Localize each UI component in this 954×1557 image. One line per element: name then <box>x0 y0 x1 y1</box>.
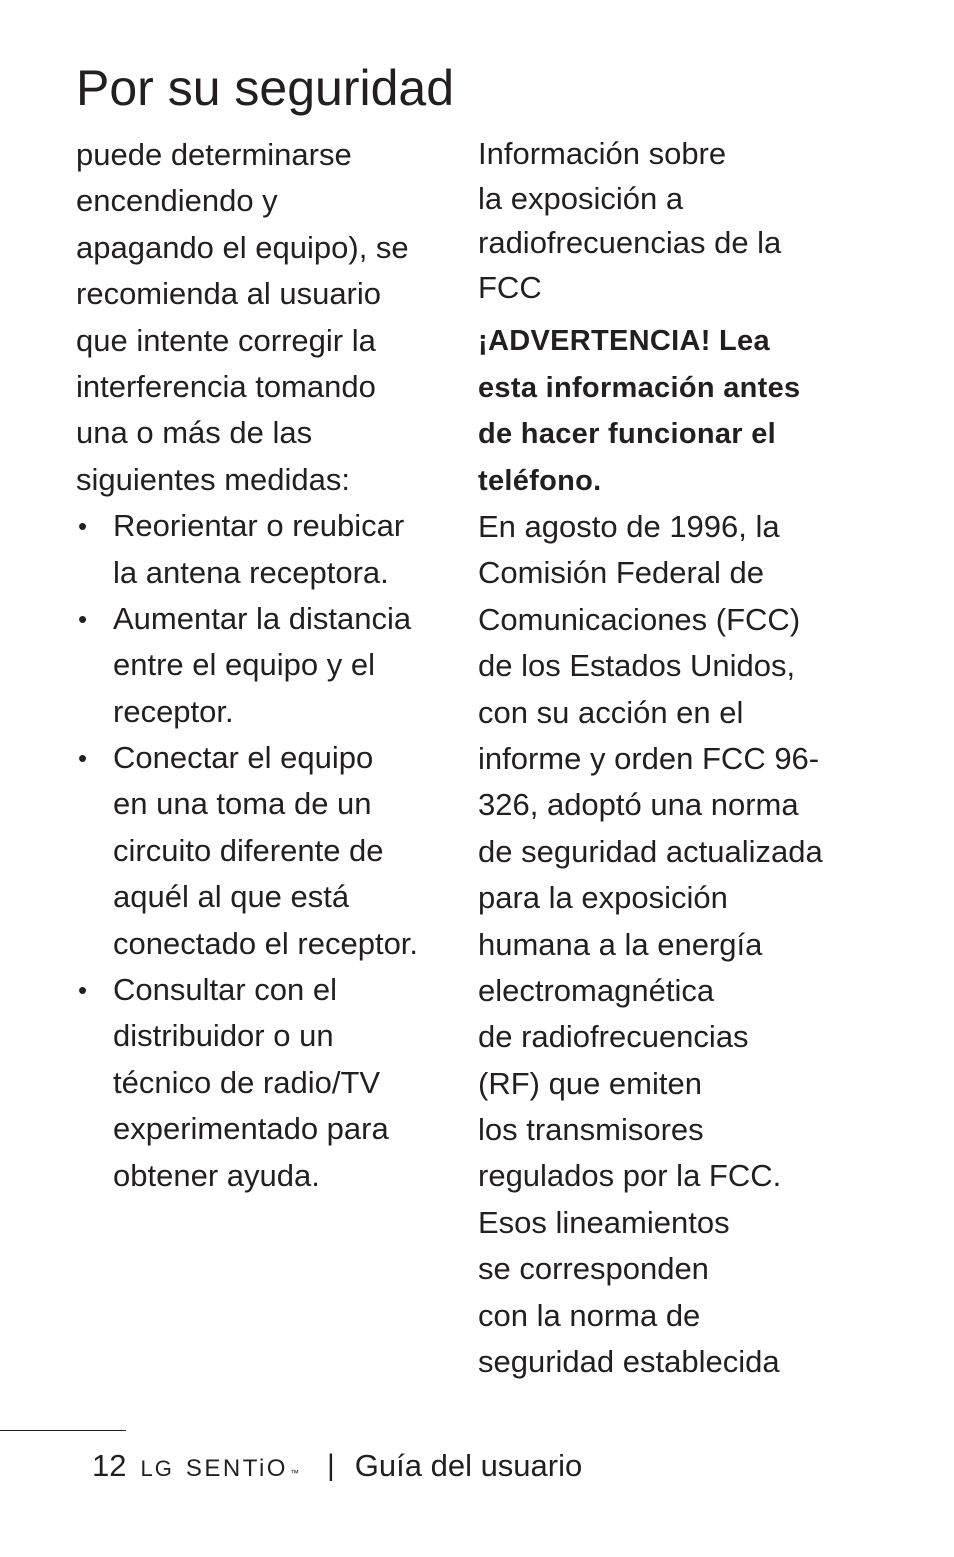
text-line: receptor. <box>113 693 234 729</box>
page-title: Por su seguridad <box>76 60 455 116</box>
text-line: de seguridad actualizada <box>478 833 823 869</box>
text-line: entre el equipo y el <box>113 647 375 683</box>
text-line: técnico de radio/TV <box>113 1064 381 1100</box>
body-paragraph <box>478 504 878 1385</box>
heading-line: la exposición a <box>478 180 684 216</box>
text-line: experimentado para <box>113 1111 389 1147</box>
text-line: los transmisores <box>478 1112 704 1148</box>
text-line: recomienda al usuario <box>76 276 382 312</box>
footer-rule <box>0 1430 126 1431</box>
list-item <box>76 735 456 967</box>
list-item <box>76 596 456 735</box>
page-number: 12 <box>92 1448 127 1483</box>
text-line: en una toma de un <box>113 786 372 822</box>
brand-lg: LG <box>140 1456 174 1481</box>
warning-line: ¡ADVERTENCIA! Lea <box>478 325 770 357</box>
list-item <box>76 503 456 596</box>
text-line: Aumentar la distancia <box>113 600 412 636</box>
text-line: para la exposición <box>478 880 728 916</box>
text-line: conectado el receptor. <box>113 925 419 961</box>
text-line: con su acción en el <box>478 694 744 730</box>
bullet-icon: • <box>78 975 88 1006</box>
text-line: (RF) que emiten <box>478 1065 702 1101</box>
text-line: seguridad establecida <box>478 1344 780 1380</box>
list-item <box>76 967 456 1199</box>
text-line: de los Estados Unidos, <box>478 648 796 684</box>
guide-label: Guía del usuario <box>354 1448 583 1483</box>
page-footer <box>92 1444 582 1488</box>
footer-separator: | <box>326 1449 335 1482</box>
text-line: En agosto de 1996, la <box>478 509 780 544</box>
text-line: siguientes medidas: <box>76 461 350 497</box>
bullet-icon: • <box>78 511 88 542</box>
text-line: puede determinarse <box>76 137 352 172</box>
text-line: se corresponden <box>478 1251 709 1287</box>
trademark-symbol: ™ <box>289 1468 299 1478</box>
text-line: Consultar con el <box>113 972 338 1008</box>
text-line: 326, adoptó una norma <box>478 787 799 823</box>
brand-logo <box>140 1455 298 1483</box>
text-line: Comunicaciones (FCC) <box>478 601 801 637</box>
text-line: circuito diferente de <box>113 832 384 868</box>
text-line: Reorientar o reubicar <box>113 508 405 544</box>
text-line: aquél al que está <box>113 879 350 915</box>
warning-text <box>478 318 878 504</box>
text-line: con la norma de <box>478 1297 701 1333</box>
text-line: distribuidor o un <box>113 1018 334 1054</box>
text-line: Esos lineamientos <box>478 1204 730 1240</box>
warning-line: teléfono. <box>478 464 602 497</box>
text-line: obtener ayuda. <box>113 1157 320 1193</box>
measures-list <box>76 503 456 1199</box>
brand-model: SENTiO <box>185 1455 288 1482</box>
warning-line: esta información antes <box>478 371 801 404</box>
text-line: apagando el equipo), se <box>76 229 409 265</box>
text-line: una o más de las <box>76 415 313 451</box>
text-line: la antena receptora. <box>113 554 389 590</box>
bullet-icon: • <box>78 603 88 634</box>
bullet-icon: • <box>78 743 88 774</box>
text-line: humana a la energía <box>478 926 763 962</box>
section-heading <box>478 132 878 310</box>
intro-paragraph <box>76 132 456 503</box>
right-column <box>478 132 878 1385</box>
text-line: de radiofrecuencias <box>478 1019 749 1055</box>
text-line: informe y orden FCC 96- <box>478 740 820 776</box>
text-line: regulados por la FCC. <box>478 1158 782 1194</box>
text-line: Conectar el equipo <box>113 740 374 776</box>
heading-line: radiofrecuencias de la <box>478 225 782 260</box>
left-column <box>76 132 456 1199</box>
text-line: Comisión Federal de <box>478 555 765 591</box>
heading-line: Información sobre <box>478 136 727 171</box>
text-line: interferencia tomando <box>76 368 376 404</box>
warning-line: de hacer funcionar el <box>478 418 776 450</box>
text-line: electromagnética <box>478 972 715 1008</box>
text-line: encendiendo y <box>76 183 278 219</box>
text-line: que intente corregir la <box>76 322 376 358</box>
heading-line: FCC <box>478 269 542 305</box>
